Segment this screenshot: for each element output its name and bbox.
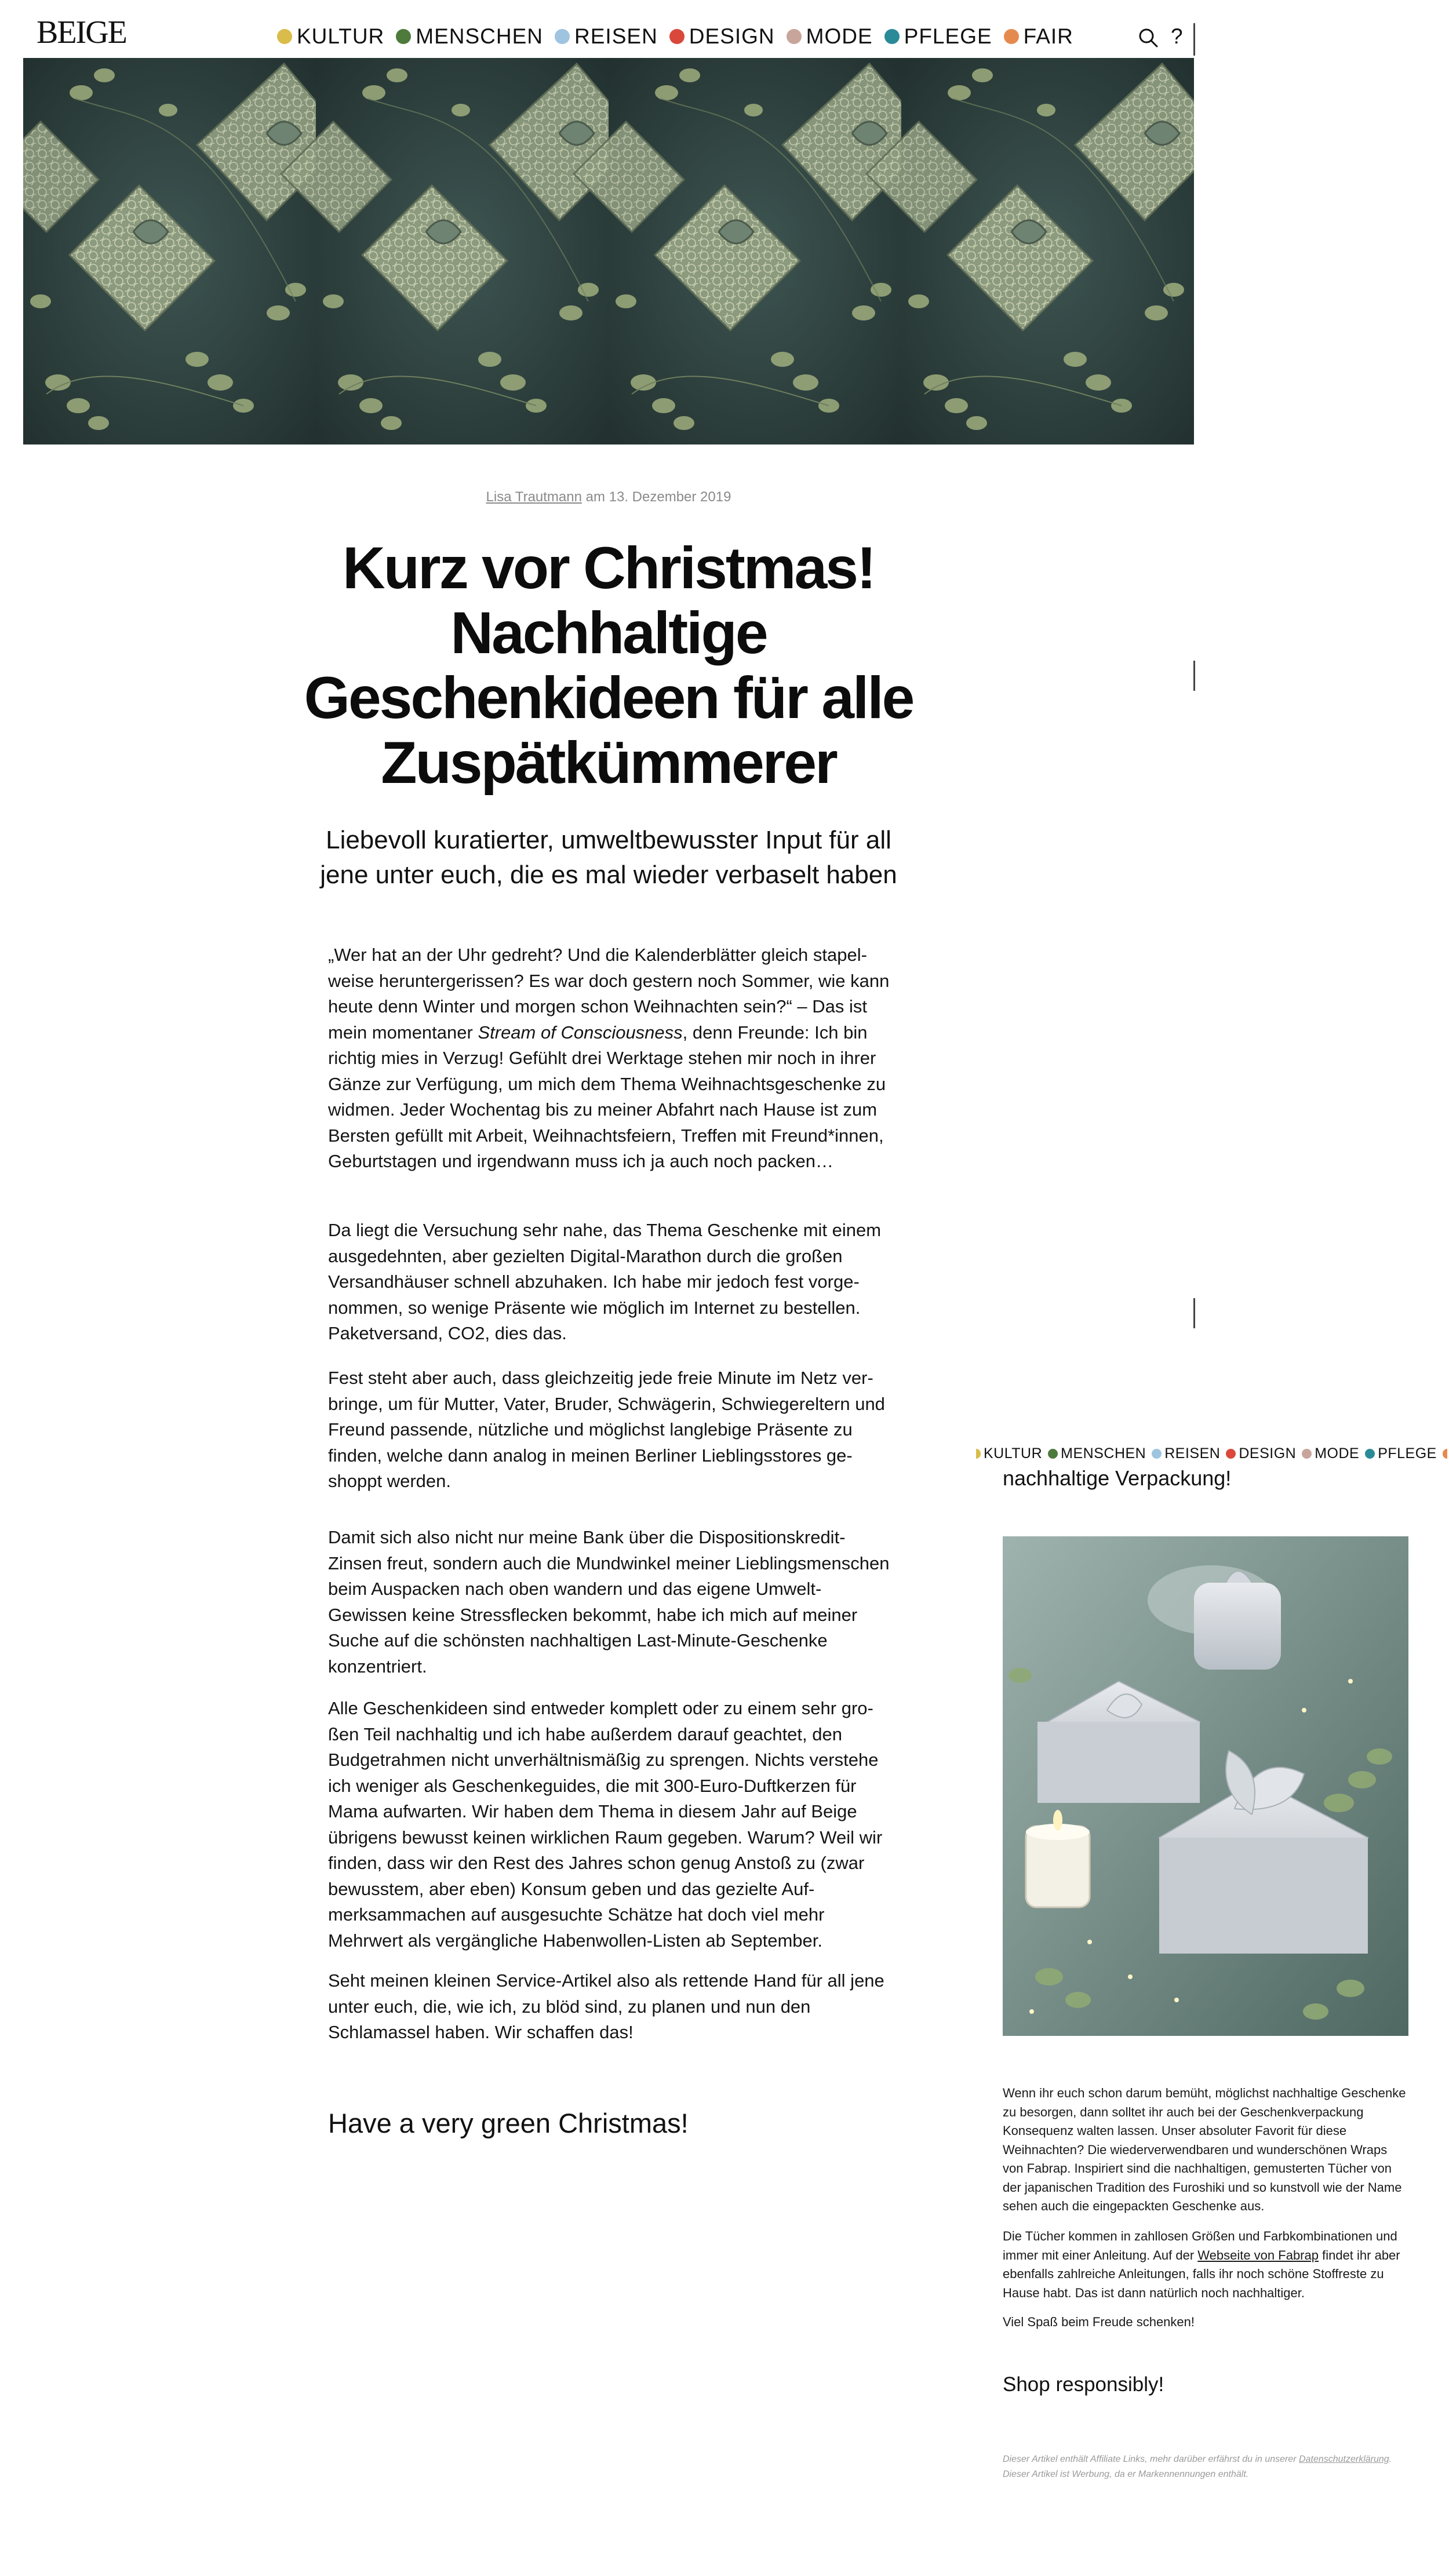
sidebar-paragraph: Wenn ihr euch schon darum bemüht, möglichst nachhaltige Geschenke zu besorgen, dann solltet ihr auch bei der Geschenkverpackung Konsequenz walten lassen. Unser absoluter Favorit für diese Weihnachten? Die wiederverwendbaren und wunderschönen Wraps von Fabrap. Inspiriert sind die nachhaltigen, gemusterten Tücher von der japanischen Tradition des Furoshiki und so kunstvoll wie der Name sehen auch die eingepackten Geschenke aus. bbox=[1003, 2086, 1406, 2213]
category-dot-icon bbox=[1443, 1449, 1447, 1459]
section-heading: Have a very green Christmas! bbox=[328, 2108, 689, 2138]
article-title: Kurz vor Christmas! Nachhaltige Geschenkideen für alle Zuspätkümmerer bbox=[304, 535, 913, 796]
nav-item-pflege[interactable]: PFLEGE bbox=[1365, 1447, 1437, 1461]
article-paragraph: Damit sich also nicht nur meine Bank über die Dispositionskredit-Zinsen freut, sondern auch die Mundwinkel meiner Lieblingsmenschen beim Auspacken nach oben wandern und das eigene Umwelt-Gewissen keine Stressflecken bekommt, habe ich mich auf meiner Suche auf die schönsten nachhaltigen Last-Minute-Geschenke konzentriert. bbox=[328, 1527, 890, 1677]
article-paragraph: Alle Geschenkideen sind entweder komplett oder zu einem sehr großen Teil nachhaltig und ich habe außerdem darauf geachtet, den Budgetrahmen nicht unverhältnismäßig zu sprengen. Nichts verstehe ich weniger als Geschenkeguides, die mit 300-Euro-Duftkerzen für Mama aufwarten. Wir haben dem Thema in diesem Jahr auf Beige übrigens bewusst keinen wirklichen Raum gegeben. Warum? Weil wir finden, dass wir den Rest des Jahres schon genug Anstoß zu (zwar bewusstem, aber eben) Konsum geben und das gezielte Aufmerksammachen auf ausgesuchte Schätze hat doch viel mehr Mehrwert als vergängliche Habenwollen-Listen ab September. bbox=[328, 1698, 883, 1951]
category-dot-icon bbox=[884, 29, 900, 44]
category-dot-icon bbox=[1226, 1449, 1236, 1459]
category-dot-icon bbox=[277, 29, 292, 44]
nav-item-kultur[interactable]: KULTUR bbox=[277, 25, 384, 47]
article-subtitle: Liebevoll kuratierter, umweltbewusster Input für all jene unter euch, die es mal wieder verbaselt haben bbox=[320, 826, 897, 889]
search-icon[interactable] bbox=[1138, 28, 1158, 48]
nav-item-mode[interactable]: MODE bbox=[1302, 1447, 1359, 1461]
category-dot-icon bbox=[669, 29, 685, 44]
nav-item-kultur[interactable]: KULTUR bbox=[984, 1445, 1043, 1462]
nav-item-pflege[interactable]: PFLEGE bbox=[884, 25, 992, 47]
italic-phrase: Stream of Consciousness bbox=[478, 1022, 683, 1043]
category-dot-icon bbox=[1004, 29, 1019, 44]
site-logo[interactable]: BEIGE bbox=[37, 14, 126, 50]
nav-item-reisen[interactable]: REISEN bbox=[555, 25, 658, 47]
category-dot-icon bbox=[1302, 1449, 1312, 1459]
scroll-indicator-line bbox=[1193, 1298, 1195, 1328]
nav-item-menschen[interactable]: MENSCHEN bbox=[396, 25, 543, 47]
sidebar-heading: nachhaltige Verpackung! bbox=[1003, 1466, 1232, 1490]
fabrap-website-link[interactable]: Webseite von Fabrap bbox=[1197, 2247, 1319, 2262]
shop-heading: Shop responsibly! bbox=[1003, 2373, 1164, 2396]
category-dot-icon bbox=[1048, 1449, 1058, 1459]
category-dot-icon bbox=[976, 1449, 981, 1459]
nav-item-design[interactable]: DESIGN bbox=[669, 25, 775, 47]
article-paragraph: Da liegt die Versuchung sehr nahe, das Thema Geschenke mit einem ausgedehnten, aber gezielten Digital-Marathon durch die großen Versandhäuser schnell abzuhaken. Ich habe mir jedoch fest vorgenommen, so wenige Präsente wie möglich im Internet zu bestellen. Paketversand, CO2, dies das. bbox=[328, 1220, 882, 1343]
sidebar-paragraph: Die Tücher kommen in zahllosen Größen und Farbkombinationen und immer mit einer Anleitung. Auf der Webseite von Fabrap findet ihr aber ebenfalls zahlreiche Anleitungen, falls ihr noch schöne Stoffreste zu Hause habt. Das ist dann natürlich noch nachhaltiger. bbox=[1003, 2229, 1400, 2300]
privacy-policy-link[interactable]: Datenschutzerklärung bbox=[1299, 2454, 1389, 2464]
article-paragraph: Seht meinen kleinen Service-Artikel also als rettende Hand für all jene unter euch, die, wie ich, zu blöd sind, zu planen und nun den Schlamassel haben. Wir schaffen das! bbox=[328, 1970, 884, 2042]
category-dot-icon bbox=[396, 29, 411, 44]
category-dot-icon bbox=[1152, 1449, 1162, 1459]
category-dot-icon bbox=[1365, 1449, 1375, 1459]
category-dot-icon bbox=[787, 29, 802, 44]
scroll-indicator-line bbox=[1193, 23, 1195, 56]
scroll-indicator-line bbox=[1193, 661, 1195, 691]
nav-item-mode[interactable]: MODE bbox=[787, 25, 873, 47]
article-paragraph: Fest steht aber auch, dass gleichzeitig jede freie Minute im Netz verbringe, um für Mutter, Vater, Bruder, Schwägerin, Schwiegereltern und Freund passende, nützliche und möglichst langlebige Präsente zu finden, welche dann analog in meinen Berliner Lieblingsstores geshoppt werden. bbox=[328, 1368, 885, 1491]
article-date: am 13. Dezember 2019 bbox=[585, 489, 731, 505]
nav-item-menschen[interactable]: MENSCHEN bbox=[1048, 1447, 1146, 1461]
author-link[interactable]: Lisa Trautmann bbox=[486, 489, 582, 505]
sidebar-paragraph: Viel Spaß beim Freude schenken! bbox=[1003, 2315, 1195, 2329]
fabrap-product-image bbox=[1003, 1536, 1408, 2036]
nav-item-fair[interactable]: FAIR bbox=[1004, 25, 1073, 47]
article-byline bbox=[0, 489, 1217, 505]
site-header bbox=[0, 0, 1217, 58]
affiliate-disclaimer: Dieser Artikel enthält Affiliate Links, mehr darüber erfährst du in unserer Datenschutzerklärung. Dieser Artikel ist Werbung, da er Markennennungen enthält. bbox=[1003, 2454, 1392, 2479]
nav-item-reisen[interactable]: REISEN bbox=[1152, 1447, 1220, 1461]
main-nav bbox=[277, 25, 1085, 47]
help-button[interactable]: ? bbox=[1171, 24, 1183, 48]
hero-image bbox=[23, 58, 1194, 444]
sticky-category-nav bbox=[976, 1447, 1449, 1461]
category-dot-icon bbox=[555, 29, 570, 44]
article-paragraph: „Wer hat an der Uhr gedreht? Und die Kalenderblätter gleich stapelweise heruntergerissen? Es war doch gestern noch Sommer, wie kann heute denn Winter und morgen schon Weihnachten sein?“ – Das ist mein momentaner Stream of Consciousness, denn Freunde: Ich bin richtig mies in Verzug! Gefühlt drei Werktage stehen mir noch in ihrer Gänze zur Verfügung, um mich dem Thema Weihnachtsgeschenke zu widmen. Jeder Wochentag bis zu meiner Abfahrt nach Hause ist zum Bersten gefüllt mit Arbeit, Weihnachtsfeiern, Treffen mit Freund*innen, Geburtstagen und irgendwann muss ich ja auch noch packen… bbox=[328, 945, 890, 1171]
nav-item-design[interactable]: DESIGN bbox=[1226, 1447, 1296, 1461]
